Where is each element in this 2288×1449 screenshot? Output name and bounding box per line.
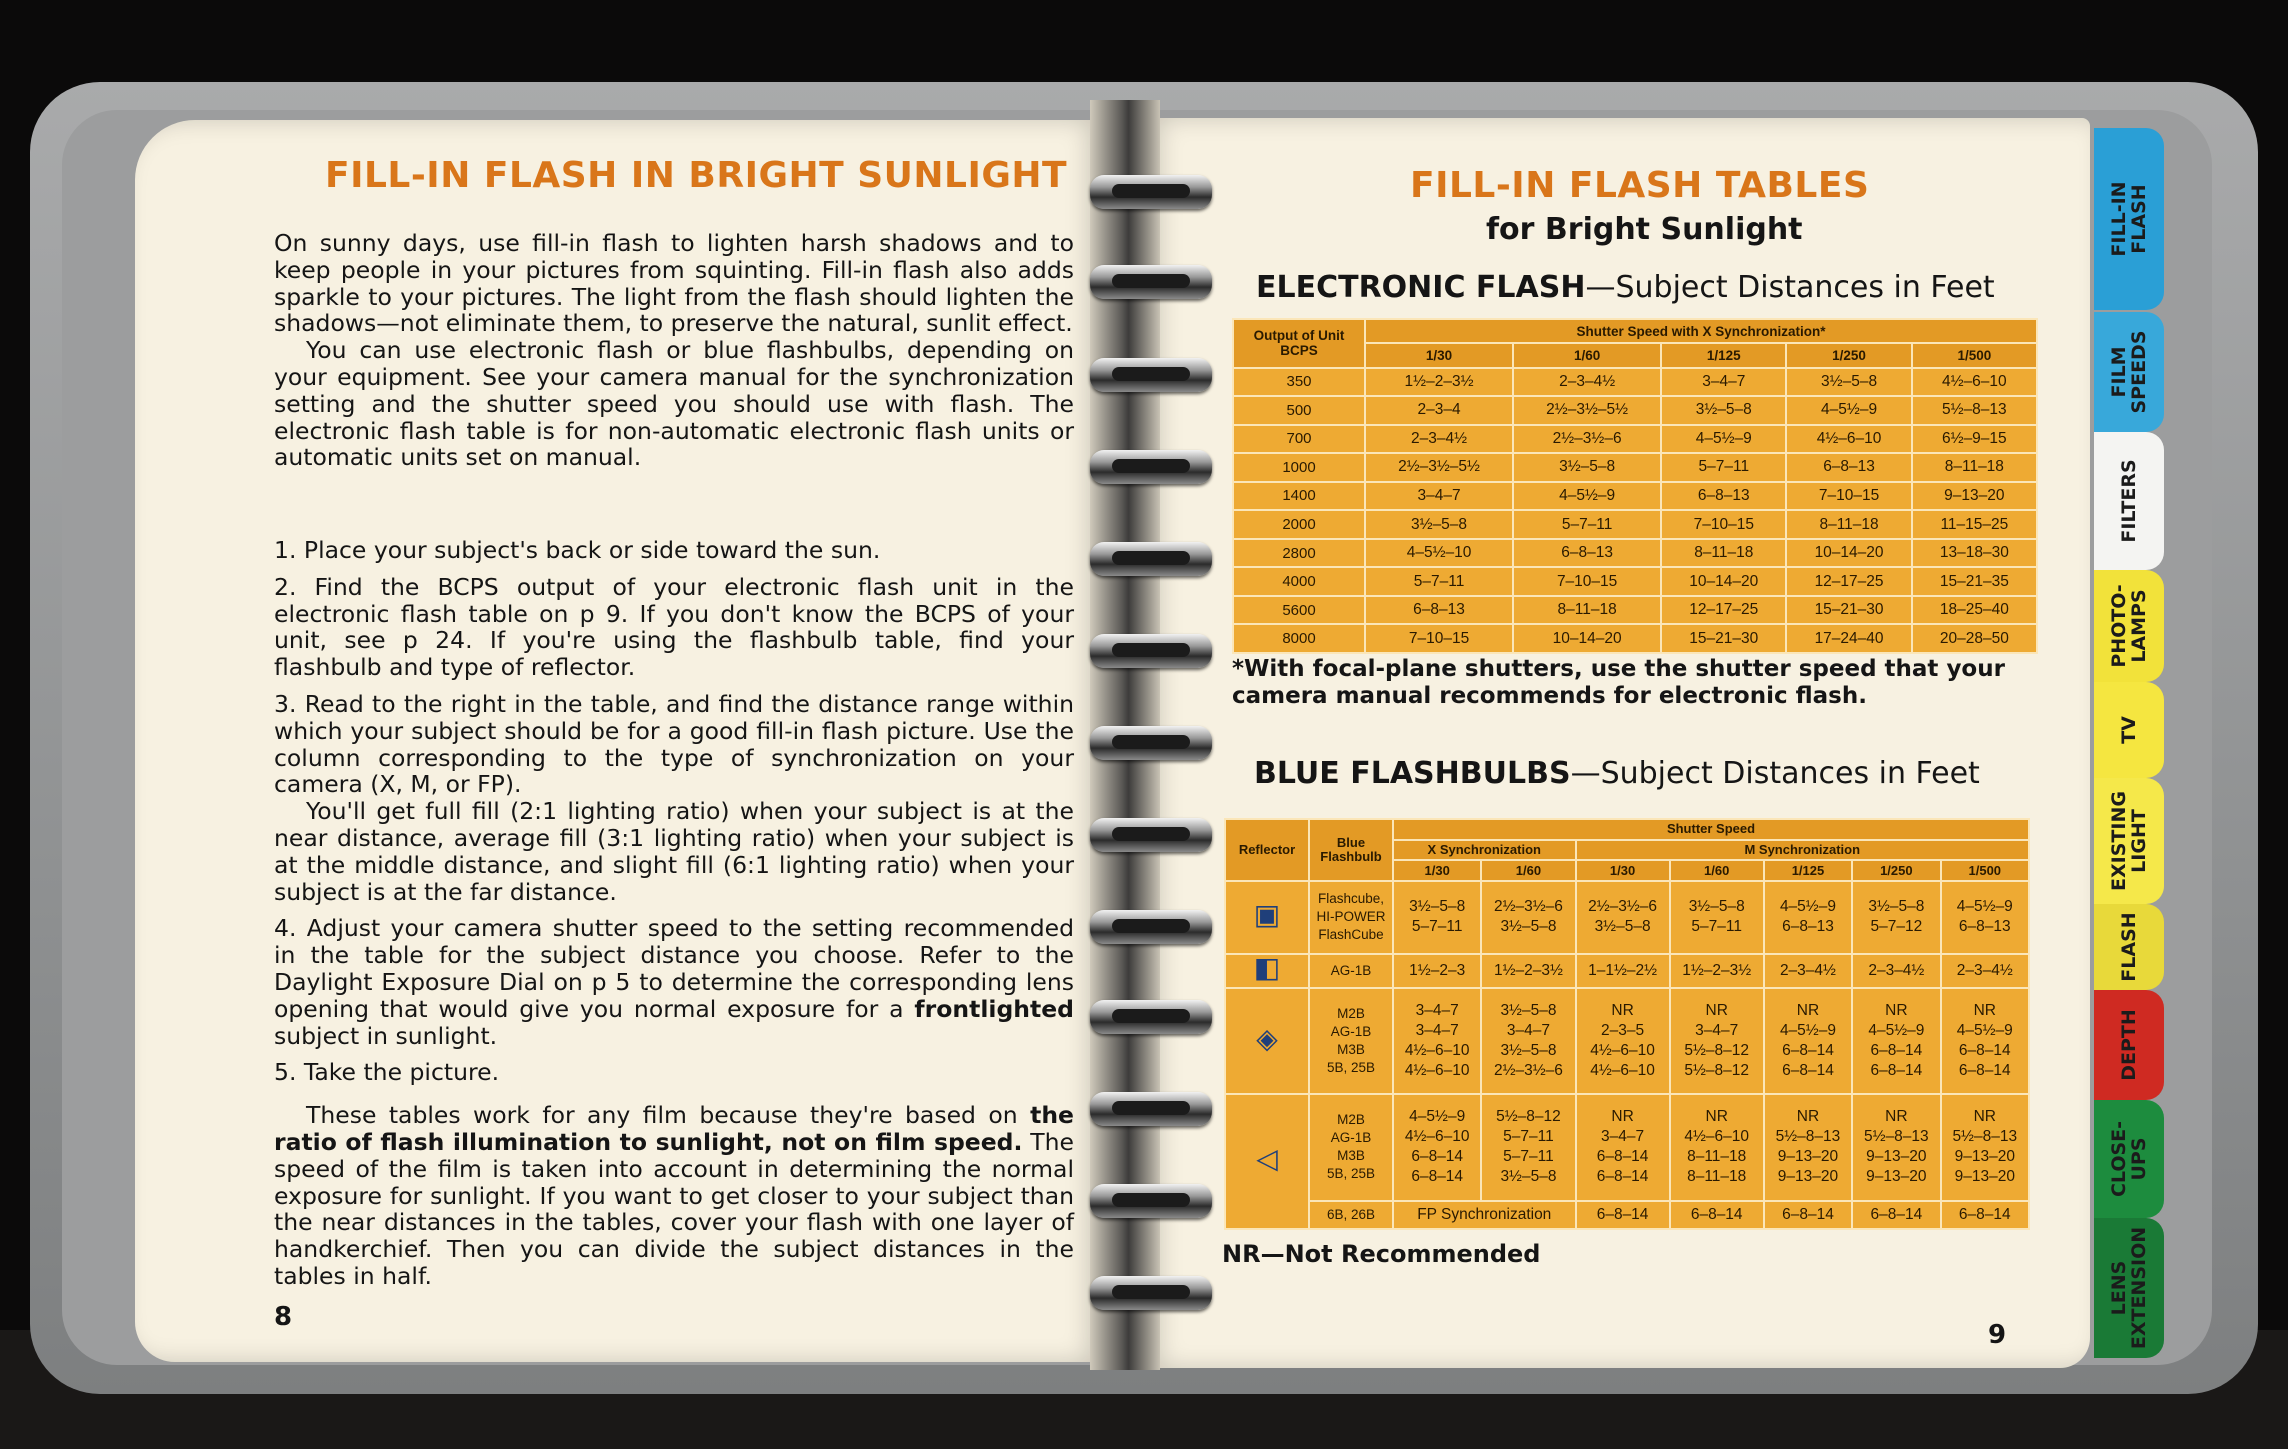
tab-close-ups[interactable]: CLOSE- UPS <box>2094 1100 2164 1218</box>
speed-header: 1/60 <box>1481 860 1575 881</box>
spiral-ring <box>1090 265 1212 299</box>
distance-cell: 2–3–4½ <box>1513 368 1661 397</box>
distance-cell: 20–28–50 <box>1912 624 2037 653</box>
distance-cell: NR 2–3–5 4½–6–10 4½–6–10 <box>1576 988 1670 1094</box>
tab-lens-extension[interactable]: LENS EXTENSION <box>2094 1218 2164 1358</box>
speed-header: 1/500 <box>1912 343 2037 367</box>
distance-cell: 7–10–15 <box>1365 624 1513 653</box>
distance-cell: 5–7–11 <box>1365 567 1513 596</box>
page-number-right: 9 <box>1988 1320 2007 1350</box>
spiral-ring <box>1090 1184 1212 1218</box>
distance-cell: NR 4–5½–9 6–8–14 6–8–14 <box>1852 988 1940 1094</box>
distance-cell: 2–3–4½ <box>1852 954 1940 989</box>
spiral-ring <box>1090 542 1212 576</box>
bcps-cell: 2800 <box>1233 539 1365 568</box>
distance-cell: 3½–5–8 5–7–11 <box>1670 881 1764 953</box>
distance-cell: 12–17–25 <box>1786 567 1911 596</box>
distance-cell: 6–8–14 <box>1852 1201 1940 1230</box>
distance-cell: 3½–5–8 5–7–12 <box>1852 881 1940 953</box>
distance-cell: 1½–2–3½ <box>1670 954 1764 989</box>
speed-header: 1/60 <box>1670 860 1764 881</box>
nr-note: NR—Not Recommended <box>1222 1240 1541 1268</box>
speed-header: 1/500 <box>1941 860 2029 881</box>
distance-cell: 18–25–40 <box>1912 596 2037 625</box>
distance-cell: 17–24–40 <box>1786 624 1911 653</box>
distance-cell: 15–21–30 <box>1661 624 1786 653</box>
bulb-cell: Flashcube, HI-POWER FlashCube <box>1309 881 1393 953</box>
step-1: 1. Place your subject's back or side toward the sun. <box>274 536 881 564</box>
distance-cell: 1½–2–3½ <box>1365 368 1513 397</box>
col-header-reflector: Reflector <box>1225 819 1309 881</box>
bulb-cell: M2B AG-1B M3B 5B, 25B <box>1309 1094 1393 1200</box>
distance-cell: 4–5½–9 4½–6–10 6–8–14 6–8–14 <box>1393 1094 1481 1200</box>
right-page-subtitle: for Bright Sunlight <box>1486 212 1803 247</box>
left-body-upper <box>274 230 1074 471</box>
reflector-icon-cell <box>1225 1094 1309 1229</box>
distance-cell: 3–4–7 <box>1661 368 1786 397</box>
bcps-cell: 8000 <box>1233 624 1365 653</box>
distance-cell: NR 3–4–7 5½–8–12 5½–8–12 <box>1670 988 1764 1094</box>
distance-cell: 6–8–13 <box>1786 453 1911 482</box>
bulb-cell: 6B, 26B <box>1309 1201 1393 1230</box>
distance-cell: 6–8–14 <box>1764 1201 1852 1230</box>
distance-cell: 5½–8–13 <box>1912 396 2037 425</box>
table-row <box>1225 1094 2029 1200</box>
col-header-x-sync: X Synchronization <box>1393 840 1576 861</box>
distance-cell: NR 4–5½–9 6–8–14 6–8–14 <box>1941 988 2029 1094</box>
distance-cell: NR 4–5½–9 6–8–14 6–8–14 <box>1764 988 1852 1094</box>
col-header-m-sync: M Synchronization <box>1576 840 2029 861</box>
bulb-cell: AG-1B <box>1309 954 1393 989</box>
table-row <box>1225 881 2029 953</box>
table-row <box>1233 567 2037 596</box>
distance-cell: 5–7–11 <box>1513 510 1661 539</box>
speed-header: 1/125 <box>1661 343 1786 367</box>
col-header-shutter-x: Shutter Speed with X Synchronization* <box>1365 319 2037 343</box>
reflector-icon-cell <box>1225 988 1309 1094</box>
distance-cell: NR 5½–8–13 9–13–20 9–13–20 <box>1852 1094 1940 1200</box>
distance-cell: 8–11–18 <box>1513 596 1661 625</box>
table-row <box>1233 624 2037 653</box>
tab-fill-in-flash[interactable]: FILL-IN FLASH <box>2094 128 2164 310</box>
reflector-icon: ◧ <box>1253 952 1281 984</box>
distance-cell: 4–5½–9 <box>1513 482 1661 511</box>
speed-header: 1/30 <box>1393 860 1481 881</box>
left-body-steps <box>274 537 1074 1290</box>
distance-cell: 6–8–13 <box>1365 596 1513 625</box>
distance-cell: 1½–2–3½ <box>1481 954 1575 989</box>
distance-cell: NR 5½–8–13 9–13–20 9–13–20 <box>1941 1094 2029 1200</box>
tab-film-speeds[interactable]: FILM SPEEDS <box>2094 312 2164 432</box>
distance-cell: NR 3–4–7 6–8–14 6–8–14 <box>1576 1094 1670 1200</box>
electronic-footnote: *With focal-plane shutters, use the shutter speed that your camera manual recommends for electronic flash. <box>1232 656 2005 709</box>
fp-sync-cell: FP Synchronization <box>1393 1201 1576 1230</box>
tab-flash[interactable]: FLASH <box>2094 904 2164 990</box>
bcps-cell: 1400 <box>1233 482 1365 511</box>
bcps-cell: 500 <box>1233 396 1365 425</box>
reflector-icon: ◁ <box>1256 1143 1278 1175</box>
distance-cell: 2–3–4½ <box>1365 425 1513 454</box>
speed-header: 1/30 <box>1365 343 1513 367</box>
distance-cell: 2–3–4½ <box>1941 954 2029 989</box>
fill-ratio-paragraph: You'll get full fill (2:1 lighting ratio) when your subject is at the near distance, average fill (3:1 lighting ratio) when your subject is at the middle distance, and slight fill (6:1 lighting ratio) when your subject is at the far distance. <box>274 797 1074 906</box>
spiral-ring <box>1090 1092 1212 1126</box>
reflector-icon-cell <box>1225 881 1309 953</box>
blue-table-body <box>1225 881 2029 1229</box>
tab-photo-lamps[interactable]: PHOTO- LAMPS <box>2094 570 2164 682</box>
distance-cell: 2–3–4½ <box>1764 954 1852 989</box>
step-5: 5. Take the picture. <box>274 1058 500 1087</box>
distance-cell: 4½–6–10 <box>1786 425 1911 454</box>
distance-cell: 7–10–15 <box>1786 482 1911 511</box>
spiral-ring <box>1090 450 1212 484</box>
distance-cell: 15–21–35 <box>1912 567 2037 596</box>
blue-flashbulb-table <box>1224 818 2030 1230</box>
speed-header: 1/250 <box>1852 860 1940 881</box>
electronic-flash-table <box>1232 318 2038 654</box>
distance-cell: 1½–2–3 <box>1393 954 1481 989</box>
distance-cell: 3–4–7 <box>1365 482 1513 511</box>
distance-cell: 12–17–25 <box>1661 596 1786 625</box>
distance-cell: 3½–5–8 <box>1786 368 1911 397</box>
distance-cell: 6½–9–15 <box>1912 425 2037 454</box>
distance-cell: 3–4–7 3–4–7 4½–6–10 4½–6–10 <box>1393 988 1481 1094</box>
spiral-ring <box>1090 1276 1212 1310</box>
table-row <box>1233 596 2037 625</box>
step-2: 2. Find the BCPS output of your electronic flash unit in the electronic flash table on p 9. If you don't know the BCPS of your unit, see p 24. If you're using the flashbulb table, find your flashbulb and type of reflector. <box>274 572 1074 682</box>
distance-cell: 2½–3½–6 3½–5–8 <box>1481 881 1575 953</box>
distance-cell: 8–11–18 <box>1661 539 1786 568</box>
table-row <box>1225 1201 2029 1230</box>
bcps-cell: 5600 <box>1233 596 1365 625</box>
col-header-bulb: Blue Flashbulb <box>1309 819 1393 881</box>
spiral-ring <box>1090 910 1212 944</box>
reflector-icon-cell <box>1225 954 1309 989</box>
spiral-ring <box>1090 634 1212 668</box>
bcps-cell: 4000 <box>1233 567 1365 596</box>
spiral-ring <box>1090 1000 1212 1034</box>
distance-cell: 15–21–30 <box>1786 596 1911 625</box>
distance-cell: 6–8–13 <box>1661 482 1786 511</box>
page-number-left: 8 <box>274 1302 293 1332</box>
tab-existing-light[interactable]: EXISTING LIGHT <box>2094 778 2164 904</box>
reflector-icon: ◈ <box>1256 1022 1278 1054</box>
distance-cell: 4–5½–9 6–8–13 <box>1941 881 2029 953</box>
distance-cell: NR 4½–6–10 8–11–18 8–11–18 <box>1670 1094 1764 1200</box>
reflector-icon: ▣ <box>1253 898 1281 930</box>
col-header-output: Output of Unit BCPS <box>1233 319 1365 368</box>
step-4: 4. Adjust your camera shutter speed to the setting recommended in the table for the subject distance you choose. Refer to the Daylight Exposure Dial on p 5 to determine the corresponding lens opening that would give you normal exposure for a frontlighted subject in sunlight. <box>274 914 1074 1050</box>
table-row <box>1225 954 2029 989</box>
spiral-ring <box>1090 726 1212 760</box>
distance-cell: 6–8–14 <box>1576 1201 1670 1230</box>
electronic-table-body <box>1233 368 2037 653</box>
distance-cell: 5–7–11 <box>1661 453 1786 482</box>
equipment-paragraph: You can use electronic flash or blue flashbulbs, depending on your equipment. See your camera manual for the synchronization setting and the shutter speed you should use with flash. The electronic flash table is for non-automatic electronic flash units or automatic units set on manual. <box>274 336 1074 472</box>
distance-cell: 2½–3½–6 <box>1513 425 1661 454</box>
distance-cell: 10–14–20 <box>1661 567 1786 596</box>
distance-cell: 2½–3½–5½ <box>1513 396 1661 425</box>
table-row <box>1233 482 2037 511</box>
distance-cell: 2½–3½–5½ <box>1365 453 1513 482</box>
distance-cell: 4–5½–9 <box>1661 425 1786 454</box>
distance-cell: 13–18–30 <box>1912 539 2037 568</box>
distance-cell: 4–5½–10 <box>1365 539 1513 568</box>
distance-cell: 10–14–20 <box>1513 624 1661 653</box>
distance-cell: 4–5½–9 6–8–13 <box>1764 881 1852 953</box>
distance-cell: 2½–3½–6 3½–5–8 <box>1576 881 1670 953</box>
distance-cell: 3½–5–8 5–7–11 <box>1393 881 1481 953</box>
intro-paragraph: On sunny days, use fill-in flash to lighten harsh shadows and to keep people in your pictures from squinting. Fill-in flash also adds sparkle to your pictures. The light from the flash should lighten the shadows—not eliminate them, to preserve the natural, sunlit effect. <box>274 229 1074 338</box>
bcps-cell: 350 <box>1233 368 1365 397</box>
distance-cell: 4½–6–10 <box>1912 368 2037 397</box>
distance-cell: 8–11–18 <box>1786 510 1911 539</box>
bcps-cell: 1000 <box>1233 453 1365 482</box>
bulb-cell: M2B AG-1B M3B 5B, 25B <box>1309 988 1393 1094</box>
tab-depth[interactable]: DEPTH <box>2094 990 2164 1100</box>
distance-cell: 7–10–15 <box>1661 510 1786 539</box>
closing-paragraph: These tables work for any film because they're based on the ratio of flash illumination to sunlight, not on film speed. The speed of the film is taken into account in determining the normal exposure for sunlight. If you want to get closer to your subject than the near distances in the tables, cover your flash with one layer of handkerchief. Then you can divide the subject distances in the tables in half. <box>274 1101 1074 1290</box>
distance-cell: 3½–5–8 <box>1365 510 1513 539</box>
step-3: 3. Read to the right in the table, and find the distance range within which your subject should be for a good fill-in flash picture. Use the column corresponding to the type of synchronization on your camera (X, M, or FP). <box>274 689 1074 799</box>
distance-cell: 8–11–18 <box>1912 453 2037 482</box>
distance-cell: NR 5½–8–13 9–13–20 9–13–20 <box>1764 1094 1852 1200</box>
col-header-shutter-speed: Shutter Speed <box>1393 819 2029 840</box>
spiral-ring <box>1090 358 1212 392</box>
bcps-cell: 2000 <box>1233 510 1365 539</box>
distance-cell: 1–1½–2½ <box>1576 954 1670 989</box>
bcps-cell: 700 <box>1233 425 1365 454</box>
distance-cell: 3½–5–8 <box>1513 453 1661 482</box>
tab-tv[interactable]: TV <box>2094 682 2164 778</box>
table-row <box>1233 396 2037 425</box>
distance-cell: 6–8–13 <box>1513 539 1661 568</box>
electronic-flash-heading: ELECTRONIC FLASH—Subject Distances in Feet <box>1256 270 1995 305</box>
table-row <box>1233 425 2037 454</box>
spiral-ring <box>1090 175 1212 209</box>
distance-cell: 7–10–15 <box>1513 567 1661 596</box>
tab-filters[interactable]: FILTERS <box>2094 432 2164 570</box>
distance-cell: 6–8–14 <box>1670 1201 1764 1230</box>
distance-cell: 2–3–4 <box>1365 396 1513 425</box>
distance-cell: 9–13–20 <box>1912 482 2037 511</box>
distance-cell: 5½–8–12 5–7–11 5–7–11 3½–5–8 <box>1481 1094 1575 1200</box>
left-page-title: FILL-IN FLASH IN BRIGHT SUNLIGHT <box>325 155 1068 196</box>
distance-cell: 6–8–14 <box>1941 1201 2029 1230</box>
table-row <box>1233 539 2037 568</box>
distance-cell: 3½–5–8 <box>1661 396 1786 425</box>
spiral-ring <box>1090 818 1212 852</box>
table-row <box>1225 988 2029 1094</box>
table-row <box>1233 368 2037 397</box>
blue-flashbulbs-heading: BLUE FLASHBULBS—Subject Distances in Feet <box>1254 756 1980 791</box>
speed-header: 1/30 <box>1576 860 1670 881</box>
speed-header: 1/60 <box>1513 343 1661 367</box>
distance-cell: 11–15–25 <box>1912 510 2037 539</box>
table-row <box>1233 453 2037 482</box>
distance-cell: 3½–5–8 3–4–7 3½–5–8 2½–3½–6 <box>1481 988 1575 1094</box>
speed-header: 1/125 <box>1764 860 1852 881</box>
distance-cell: 4–5½–9 <box>1786 396 1911 425</box>
table-row <box>1233 510 2037 539</box>
distance-cell: 10–14–20 <box>1786 539 1911 568</box>
speed-header: 1/250 <box>1786 343 1911 367</box>
right-page-title: FILL-IN FLASH TABLES <box>1410 165 1870 206</box>
